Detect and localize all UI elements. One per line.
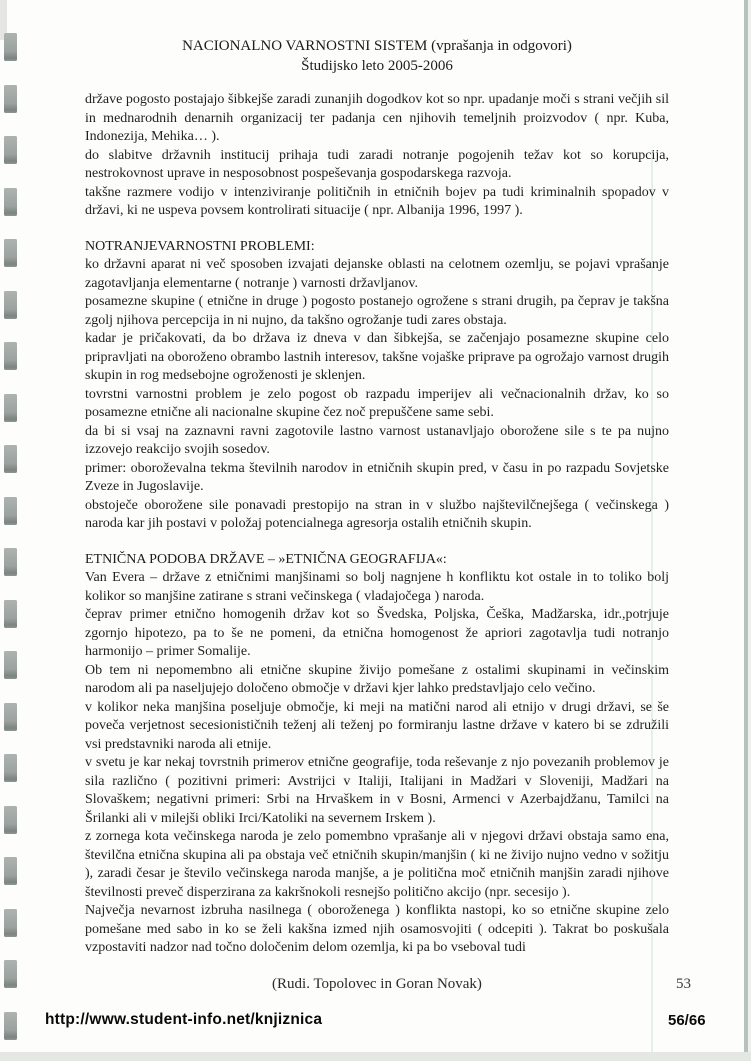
binding-hole xyxy=(4,548,17,576)
binding-hole xyxy=(4,136,17,164)
paragraph: takšne razmere vodijo v intenziviranje političnih in etničnih bojev pa tudi kriminalnih spopadov v državi, ki ne uspeva povsem kontrolirati situacije ( npr. Albanija 1996, 1997 ). xyxy=(85,184,669,218)
binding-hole xyxy=(4,445,17,473)
paragraph: primer: oboroževalna tekma številnih narodov in etničnih skupin pred, v času in po razpadu Sovjetske Zveze in Jugoslavije. xyxy=(85,460,669,494)
paragraph: v kolikor neka manjšina poseljuje območje, ki meji na matični narod ali etnijo v drugi državi, se še poveča verjetnost secesionističnih teženj ali teženj po formiranju lastne države v katero bi se združili vsi predstavniki naroda ali etnije. xyxy=(85,699,669,752)
paragraph: Ob tem ni nepomembno ali etnične skupine živijo pomešane z ostalimi skupinami in večinskim narodom ali pa naseljujejo določeno območje v državi kjer lahko predstavljajo celo večino. xyxy=(85,662,669,696)
scan-bottom-strip xyxy=(0,1052,751,1061)
paragraph: ko državni aparat ni več sposoben izvajati dejanske oblasti na celotnem ozemlju, se pojavi vprašanje zagotavljanja elementarne ( notranje ) varnosti državljanov. xyxy=(85,257,669,291)
binding-hole xyxy=(4,651,17,679)
library-url: http://www.student-info.net/knjiznica xyxy=(45,1011,323,1028)
paragraph: čeprav primer etnično homogenih držav kot so Švedska, Poljska, Češka, Madžarska, idr.,potrjuje zgornjo hipotezo, pa to še ne pomeni, da etnična homogenost že apriori zagotavlja tudi notranjo harmonijo – primer Somalije. xyxy=(85,607,669,659)
paragraph: posamezne skupine ( etnične in druge ) pogosto postanejo ogrožene s strani drugih, pa čeprav je takšna zgolj njihova percepcija in ni nujno, da takšno ogrožanje tudi zares obstaja. xyxy=(85,294,669,328)
binding-hole xyxy=(4,188,17,216)
document-subtitle: Študijsko leto 2005-2006 xyxy=(301,58,453,74)
binding-hole xyxy=(4,239,17,267)
paragraph: države pogosto postajajo šibkejše zaradi zunanjih dogodkov kot so npr. upadanje moči s strani večjih sil in mednarodnih denarnih organizacij ter padanja cen njihovih temeljnih proizvodov ( npr. Kuba, Indonezija, Mehika… ). xyxy=(85,92,669,144)
paragraph: do slabitve državnih institucij prihaja tudi zaradi notranje pogojenih težav kot so korupcija, nestrokovnost uprave in nesposobnost pospeševanja gospodarskega razvoja. xyxy=(85,147,669,181)
binding-hole xyxy=(4,291,17,319)
paragraph: Največja nevarnost izbruha nasilnega ( oboroženega ) konflikta nastopi, ko so etnične skupine zelo pomešane med sabo in ko se želi kakšna izmed njih osamosvojiti ( odcepiti ). Takrat bo poskušala vzpostaviti nadzor nad točno določenim delom ozemlja, ki pa bo vseboval tudi xyxy=(85,903,669,955)
paragraph: kadar je pričakovati, da bo država iz dneva v dan šibkejša, se začenjajo posamezne skupine celo pripravljati na oboroženo obrambo lastnih interesov, takšne vojaške priprave pa ogrožajo varnost drugih skupin in rog medsebojne ogroženosti je sklenjen. xyxy=(85,331,669,383)
binding-hole xyxy=(4,1012,17,1040)
section-heading-internal-security: NOTRANJEVARNOSTNI PROBLEMI: xyxy=(85,238,315,254)
document-title: NACIONALNO VARNOSTNI SISTEM (vprašanja in odgovori) xyxy=(182,38,572,54)
page-number: 53 xyxy=(676,976,691,992)
binding-hole xyxy=(4,33,17,61)
binding-hole xyxy=(4,703,17,731)
paragraph: v svetu je kar nekaj tovrstnih primerov etnične geografije, toda reševanje z njo povezanih problemov je sila različno ( pozitivni primeri: Avstrijci v Italiji, Italijani in Madžari v Sloveniji, Madžari na Slovaškem; negativni primeri: Srbi na Hrvaškem in v Bosni, Armenci v Azerbajdžanu, Tamilci na Šrilanki ali v milejši obliki Irci/Katoliki na severnem Irskem ). xyxy=(85,755,669,826)
binding-hole xyxy=(4,857,17,885)
binding-hole xyxy=(4,85,17,113)
binding-hole xyxy=(4,342,17,370)
paragraph: z zornega kota večinskega naroda je zelo pomembno vprašanje ali v njegovi državi obstaja samo ena, številčna etnična skupina ali pa obstaja več etničnih skupin/manjšin ( ki ne živijo nujno vedno v sožitju ), zaradi česar je število večinskega naroda manjše, a je politična moč etničnih manjšin zaradi njihove številnosti preveč disperzirana za kakršnokoli resnejšo politično akcijo (npr. secesijo ). xyxy=(85,829,669,900)
section-heading-ethnic-geography: ETNIČNA PODOBA DRŽAVE – »ETNIČNA GEOGRAFIJA«: xyxy=(85,551,447,567)
binding-hole xyxy=(4,600,17,628)
paragraph: tovrstni varnostni problem je zelo pogost ob razpadu imperijev ali večnacionalnih držav, ko so posamezne etnične ali nacionalne skupine čez noč prepuščene same sebi. xyxy=(85,386,669,420)
binding-hole xyxy=(4,497,17,525)
paragraph: Van Evera – države z etničnimi manjšinami so bolj nagnjene h konfliktu kot ostale in to toliko bolj kolikor so manjšine zatirane s strani večinskega ( vladajočega ) naroda. xyxy=(85,570,669,604)
title-block xyxy=(85,36,669,76)
footer-authors: (Rudi. Topolovec in Goran Novak) xyxy=(272,976,482,992)
sheet-number: 56/66 xyxy=(668,1012,706,1029)
paragraph: obstoječe oborožene sile ponavadi prestopijo na stran in v službo najštevilčnejšega ( večinskega ) naroda kar jih postavi v položaj potencialnega agresorja ostalih etničnih skupin. xyxy=(85,497,669,531)
paragraph: da bi si vsaj na zaznavni ravni zagotovile lastno varnost ustanavljajo oborožene sile s te pa nujno izzovejo reakcijo svojih sosedov. xyxy=(85,423,669,457)
binding-hole xyxy=(4,394,17,422)
binding-hole xyxy=(4,806,17,834)
binding-hole xyxy=(4,960,17,988)
document-content xyxy=(85,36,669,958)
binding-hole xyxy=(4,909,17,937)
binding-hole xyxy=(4,754,17,782)
